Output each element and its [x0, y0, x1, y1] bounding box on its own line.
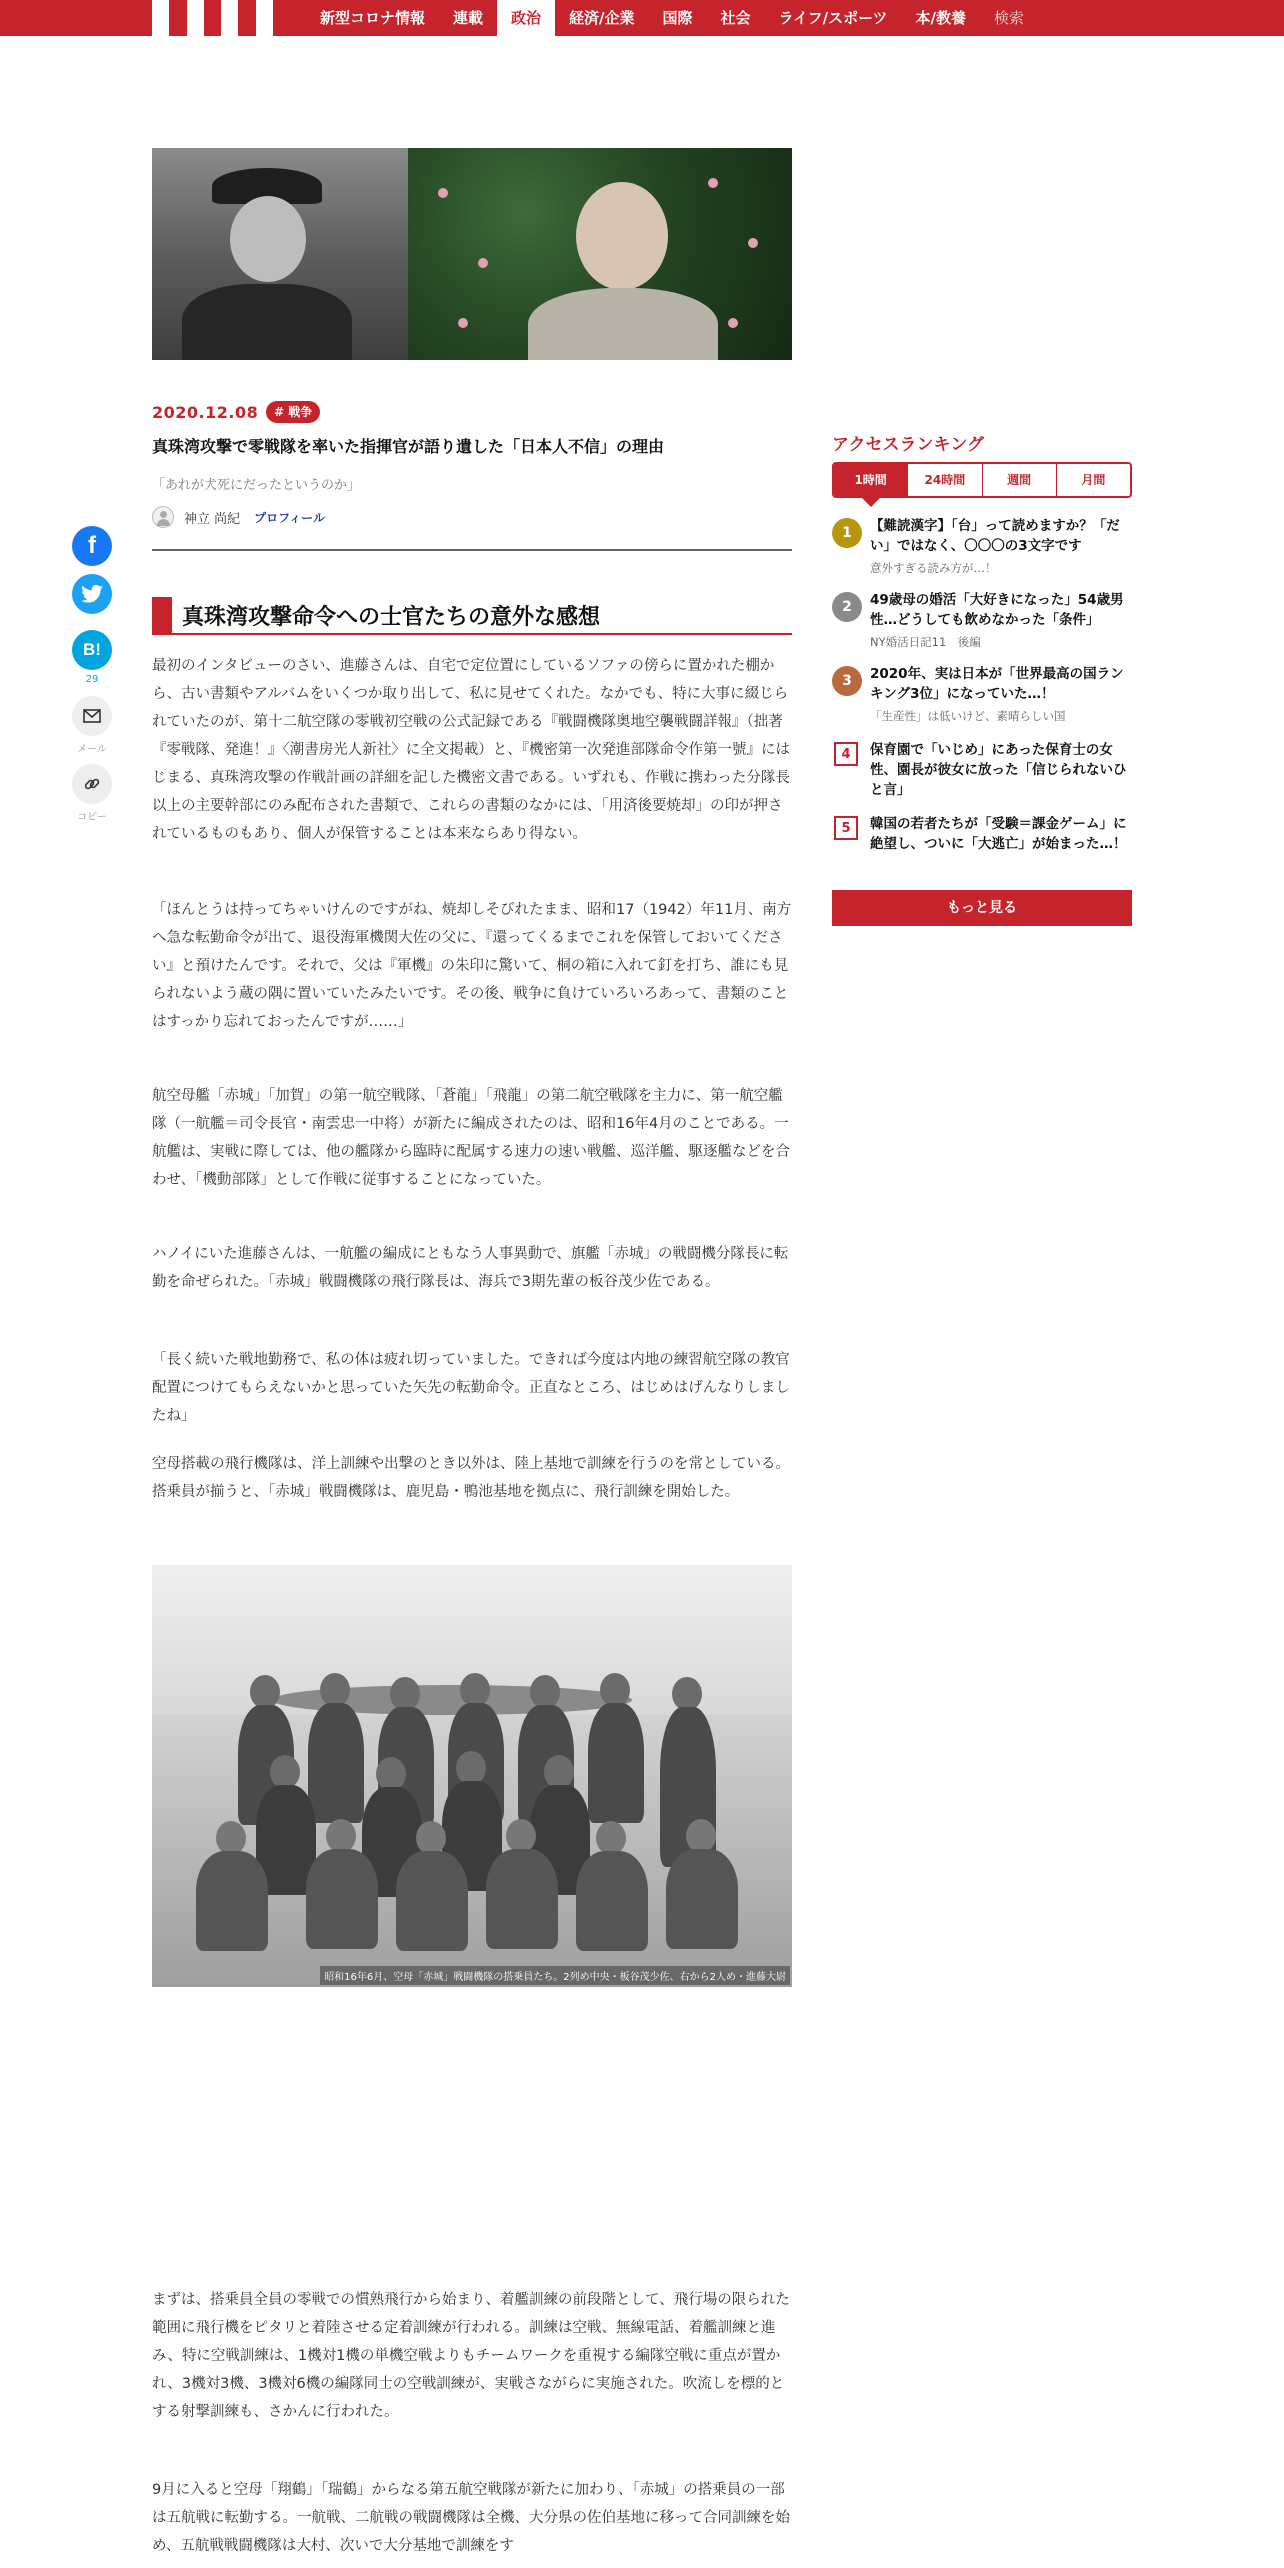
- rank-badge: 3: [832, 666, 862, 696]
- top-nav: [0, 0, 1284, 36]
- hatena-icon: B!: [83, 640, 101, 659]
- profile-link[interactable]: プロフィール: [254, 510, 325, 525]
- article-paragraph: 最初のインタビューのさい、進藤さんは、自宅で定位置にしているソファの傍らに置かれた棚から、古い書類やアルバムをいくつか取り出して、私に見せてくれた。なかでも、特に大事に綴じられていたのが、第十二航空隊の零戦初空戦の公式記録である『戦闘機隊奥地空襲戦闘詳報』（拙著『零戦隊、発進！』〈潮書房光人新社〉に全文掲載）と、『機密第一次発進部隊命令作第一號』にはじまる、真珠湾攻撃の作戦計画の詳細を記した機密文書である。いずれも、作戦に携わった分隊長以上の主要幹部にのみ配布された書類で、これらの書類のなかには、「用済後要焼却」の印が押されているものもあり、個人が保管することは本来ならあり得ない。: [152, 658, 790, 842]
- twitter-icon: [81, 585, 103, 603]
- twitter-share-button[interactable]: [72, 574, 112, 614]
- article-paragraph: 「ほんとうは持ってちゃいけんのですがね、焼却しそびれたまま、昭和17（1942）年11月、南方へ急な転勤命令が出て、退役海軍機関大佐の父に、『還ってくるまでこれを保管しておいてください』と預けたんです。それで、父は『軍機』の朱印に驚いて、桐の箱に入れて釘を打ち、誰にも見られないよう蔵の隅に置いていたみたいです。その後、戦争に負けていろいろあって、書類のことはすっかり忘れておったんですが……」: [152, 902, 792, 1030]
- ranking-item[interactable]: [832, 516, 1132, 578]
- facebook-share-button[interactable]: [72, 526, 112, 566]
- nav-menu: [306, 0, 1038, 36]
- ranking-item-subtitle: 「生産性」は低いけど、素晴らしい国: [870, 709, 1066, 723]
- ranking-item-title: 2020年、実は日本が「世界最高の国ランキング3位」になっていた…！: [870, 666, 1124, 702]
- nav-item-life-sports[interactable]: ライフ/スポーツ: [778, 9, 888, 27]
- ranking-item-subtitle: NY婚活日記11 後編: [870, 635, 981, 649]
- ranking-tabs: [832, 462, 1132, 498]
- facebook-icon: f: [88, 532, 96, 559]
- mail-label: メール: [77, 744, 107, 755]
- hatena-count: 29: [85, 674, 99, 685]
- article-paragraph: 空母搭載の飛行機隊は、洋上訓練や出撃のとき以外は、陸上基地で訓練を行うのを常としている。搭乗員が揃うと、「赤城」戦闘機隊は、鹿児島・鴨池基地を拠点に、飛行訓練を開始した。: [152, 1456, 790, 1500]
- avatar-icon: [152, 506, 174, 528]
- article-date: 2020.12.08: [152, 403, 259, 422]
- mail-share-button[interactable]: [72, 696, 112, 736]
- author-row: [152, 506, 325, 528]
- article-paragraph: ハノイにいた進藤さんは、一航艦の編成にともなう人事異動で、旗艦「赤城」の戦闘機分隊長に転勤を命ぜられた。「赤城」戦闘機隊の飛行隊長は、海兵で3期先輩の板谷茂少佐である。: [152, 1246, 789, 1290]
- mail-icon: [83, 709, 101, 723]
- ranking-item-subtitle: 意外すぎる読み方が…！: [870, 561, 997, 575]
- nav-item-corona[interactable]: 新型コロナ情報: [320, 9, 426, 27]
- ranking-item-title: 【難読漢字】「台」って読めますか？「だい」ではなく、〇〇〇の3文字です: [870, 518, 1120, 554]
- ranking-title: アクセスランキング: [832, 435, 984, 455]
- ranking-item[interactable]: [832, 664, 1132, 726]
- nav-item-books[interactable]: 本/教養: [915, 9, 967, 27]
- tag-badge[interactable]: # 戦争: [266, 401, 320, 423]
- tab-1-hour[interactable]: 1時間: [834, 464, 907, 496]
- copy-label: コピー: [77, 812, 107, 823]
- nav-item-economy[interactable]: 経済/企業: [569, 9, 635, 27]
- figure-caption: 昭和16年6月、空母「赤城」戦闘機隊の搭乗員たち。2列め中央・板谷茂少佐、右から2人め・進藤大尉: [320, 1966, 790, 1985]
- nav-item-international[interactable]: 国際: [662, 9, 693, 27]
- article-paragraph: 9月に入ると空母「翔鶴」「瑞鶴」からなる第五航空戦隊が新たに加わり、「赤城」の搭乗員の一部は五航戦に転勤する。一航戦、二航戦の戦闘機隊は全機、大分県の佐伯基地に移って合同訓練を始め、五航戦戦闘機隊は大村、次いで大分基地で訓練をす: [152, 2482, 790, 2554]
- author-name[interactable]: 神立 尚紀: [184, 511, 241, 527]
- ranking-item-title: 49歳母の婚活「大好きになった」54歳男性…どうしても飲めなかった「条件」: [870, 592, 1124, 628]
- copy-link-button[interactable]: [72, 764, 112, 804]
- nav-item-politics[interactable]: 政治: [497, 0, 555, 36]
- hero-photo-elder: [408, 148, 792, 360]
- rank-badge: 2: [832, 592, 862, 622]
- article-title: 真珠湾攻撃で零戦隊を率いた指揮官が語り遺した「日本人不信」の理由: [152, 437, 665, 456]
- article-paragraph: 「長く続いた戦地勤務で、私の体は疲れ切っていました。できれば今度は内地の練習航空隊の教官配置につけてもらえないかと思っていた矢先の転勤命令。正直なところ、はじめはげんなりしましたね」: [152, 1352, 790, 1424]
- ranking-item[interactable]: [832, 814, 1132, 876]
- ranking-item[interactable]: [832, 740, 1132, 802]
- section-heading-text: 真珠湾攻撃命令への士官たちの意外な感想: [182, 604, 601, 630]
- nav-item-series[interactable]: 連載: [453, 9, 484, 27]
- site-logo[interactable]: [152, 0, 290, 36]
- article-figure: [152, 1565, 792, 1987]
- rank-badge: 1: [832, 518, 862, 548]
- hero-photo-officer: [152, 148, 408, 360]
- divider: [152, 549, 792, 551]
- ranking-item-title: 韓国の若者たちが「受験＝課金ゲーム」に絶望し、ついに「大逃亡」が始まった…！: [870, 816, 1127, 852]
- tab-weekly[interactable]: 週間: [982, 464, 1056, 496]
- ranking-item[interactable]: [832, 590, 1132, 652]
- heading-bar: [152, 597, 172, 633]
- section-heading: [152, 597, 792, 635]
- active-tab-caret: [862, 498, 880, 507]
- more-button[interactable]: もっと見る: [832, 890, 1132, 926]
- nav-item-society[interactable]: 社会: [720, 9, 751, 27]
- nav-search[interactable]: 検索: [994, 9, 1025, 27]
- rank-badge: 5: [834, 816, 858, 840]
- rank-badge: 4: [834, 742, 858, 766]
- hatena-bookmark-button[interactable]: [72, 630, 112, 670]
- ranking-item-title: 保育園で「いじめ」にあった保育士の女性、園長が彼女に放った「信じられないひと言」: [870, 742, 1127, 798]
- link-icon: [83, 775, 101, 793]
- tab-24-hours[interactable]: 24時間: [907, 464, 981, 496]
- article-paragraph: まずは、搭乗員全員の零戦での慣熟飛行から始まり、着艦訓練の前段階として、飛行場の限られた範囲に飛行機をピタリと着陸させる定着訓練が行われる。訓練は空戦、無線電話、着艦訓練と進み、特に空戦訓練は、1機対1機の単機空戦よりもチームワークを重視する編隊空戦に重点が置かれ、3機対3機、3機対6機の編隊同士の空戦訓練が、実戦さながらに実施された。吹流しを標的とする射撃訓練も、さかんに行われた。: [152, 2292, 790, 2420]
- hero-image: [152, 148, 792, 360]
- tab-monthly[interactable]: 月間: [1056, 464, 1130, 496]
- article-subtitle: 「あれが犬死にだったというのか」: [152, 478, 361, 493]
- article-paragraph: 航空母艦「赤城」「加賀」の第一航空戦隊、「蒼龍」「飛龍」の第二航空戦隊を主力に、第一航空艦隊（一航艦＝司令長官・南雲忠一中将）が新たに編成されたのは、昭和16年4月のことである。一航艦は、実戦に際しては、他の艦隊から臨時に配属する速力の速い戦艦、巡洋艦、駆逐艦などを合わせ、「機動部隊」として作戦に従事することになっていた。: [152, 1088, 790, 1188]
